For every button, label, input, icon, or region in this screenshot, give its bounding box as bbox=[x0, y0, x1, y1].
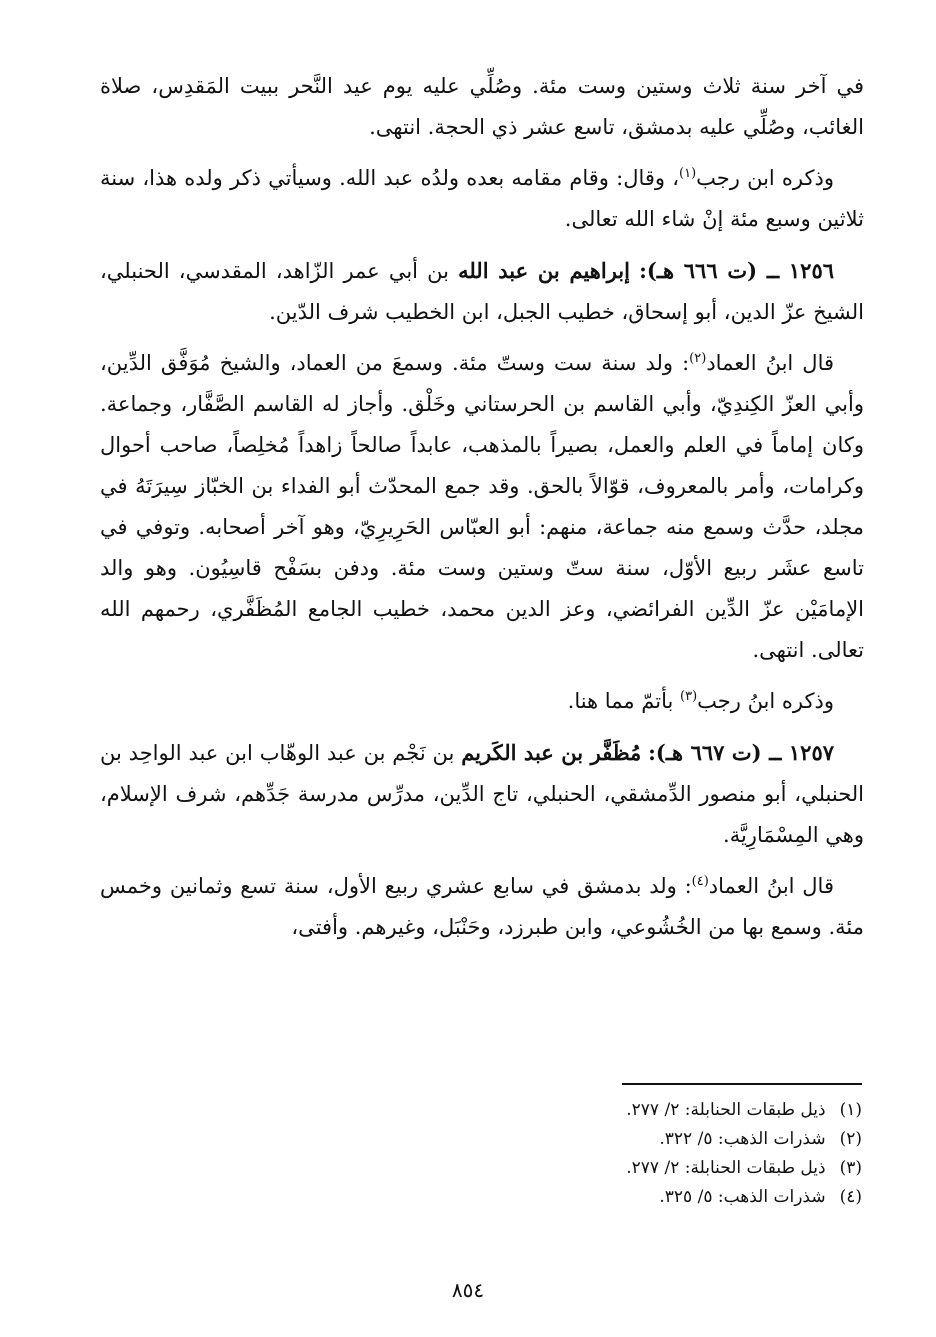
footnote-separator bbox=[622, 1083, 862, 1085]
entry-text: بن أبي عمر الزّاهد، المقدسي، الحنبلي، الشيخ عزّ الدين، أبو إسحاق، خطيب الجبل، ابن الخطيب شرف الدّين. bbox=[100, 259, 864, 324]
paragraph-text: وذكره ابنُ رجب bbox=[697, 689, 834, 713]
paragraph-1 bbox=[100, 66, 864, 148]
footnote-item bbox=[300, 1096, 862, 1125]
main-text bbox=[100, 66, 864, 948]
entry-1257 bbox=[100, 732, 864, 856]
entry-number: ١٢٥٧ ــ (ت ٦٦٧ هـ): bbox=[648, 740, 835, 765]
paragraph-7 bbox=[100, 866, 864, 948]
paragraph-5 bbox=[100, 681, 864, 722]
footnote-item bbox=[300, 1125, 862, 1154]
paragraph-text: بأتمّ مما هنا. bbox=[567, 689, 681, 713]
footnotes bbox=[300, 1096, 862, 1212]
footnote-text: شذرات الذهب: ٥/ ٣٢٥. bbox=[659, 1187, 826, 1207]
entry-name: مُظَفَّر بن عبد الكَريم bbox=[461, 740, 642, 765]
paragraph-text: قال ابنُ العماد bbox=[706, 351, 835, 375]
footnote-item bbox=[300, 1183, 862, 1212]
footnote-number: (٢) bbox=[839, 1129, 862, 1149]
paragraph-text: قال ابنُ العماد bbox=[708, 874, 834, 898]
footnote-ref-2: (٢) bbox=[689, 351, 707, 366]
paragraph-text: في آخر سنة ثلاث وستين وست مئة. وصُلِّي عليه يوم عيد النَّحر ببيت المَقدِس، صلاة الغائب، وصُلِّي عليه بدمشق، تاسع عشر ذي الحجة. انتهى. bbox=[100, 74, 864, 139]
entry-name: إبراهيم بن عبد الله bbox=[458, 258, 630, 283]
paragraph-text: : ولد سنة ست وستّ مئة. وسمعَ من العماد، والشيخ مُوَفَّق الدِّين، وأبي العزّ الكِندِيّ، وأبي القاسم بن الحرستاني وخَلْق. وأجاز له القاسم الصَّفَّار، وجماعة. وكان إماماً في العلم والعمل، بصيراً بالمذهب، عابداً صالحاً زاهداً مُخلِصاً، صاحب أحوال وكرامات، وأمر بالمعروف، قوّالاً بالحق. وقد جمع المحدّث أبو الفداء بن الخبّاز سِيرَتَهُ في مجلد، حدَّث وسمع منه جماعة، منهم: أبو العبّاس الحَرِيرِيّ، وهو آخر أصحابه. وتوفي في تاسع عشَر ربيع الأوّل، سنة ستّ وستين وست مئة. ودفن بسَفْح قاسِيُون. وهو والد الإمامَيْن عزّ الدِّين الفرائضي، وعز الدين محمد، خطيب الجامع المُظَفَّري، رحمهم الله تعالى. انتهى. bbox=[100, 351, 865, 662]
paragraph-2 bbox=[100, 158, 864, 240]
paragraph-4 bbox=[100, 343, 864, 671]
page-number: ٨٥٤ bbox=[451, 1278, 485, 1302]
footnote-item bbox=[300, 1154, 862, 1183]
footnote-number: (١) bbox=[839, 1100, 862, 1120]
footnote-number: (٤) bbox=[839, 1187, 862, 1207]
footnote-ref-3: (٣) bbox=[680, 689, 698, 704]
footnote-ref-4: (٤) bbox=[691, 874, 709, 889]
footnote-text: شذرات الذهب: ٥/ ٣٢٢. bbox=[659, 1129, 826, 1149]
footnote-ref-1: (١) bbox=[679, 166, 697, 181]
paragraph-text: وذكره ابن رجب bbox=[696, 166, 835, 190]
paragraph-text: ، وقال: وقام مقامه بعده ولدُه عبد الله. وسيأتي ذكر ولده هذا، سنة ثلاثين وسبع مئة إنْ شاء الله تعالى. bbox=[100, 166, 864, 231]
paragraph-text: : ولد بدمشق في سابع عشري ربيع الأول، سنة تسع وثمانين وخمس مئة. وسمع بها من الخُشُوعي، وابن طبرزد، وحَنْبَل، وغيرهم. وأفتى، bbox=[100, 874, 864, 939]
footnote-number: (٣) bbox=[839, 1158, 862, 1178]
entry-1256 bbox=[100, 250, 864, 333]
footnote-text: ذيل طبقات الحنابلة: ٢/ ٢٧٧. bbox=[626, 1158, 826, 1178]
entry-number: ١٢٥٦ ــ (ت ٦٦٦ هـ): bbox=[639, 258, 835, 283]
footnote-text: ذيل طبقات الحنابلة: ٢/ ٢٧٧. bbox=[626, 1100, 826, 1120]
entry-text: بن نَجْم بن عبد الوهّاب ابن عبد الواحِد بن الحنبلي، أبو منصور الدِّمشقي، الحنبلي، تاج الدِّين، مدرِّس مدرسة جَدِّهم، شرف الإسلام، وهي المِسْمَارِيَّة. bbox=[100, 741, 864, 847]
